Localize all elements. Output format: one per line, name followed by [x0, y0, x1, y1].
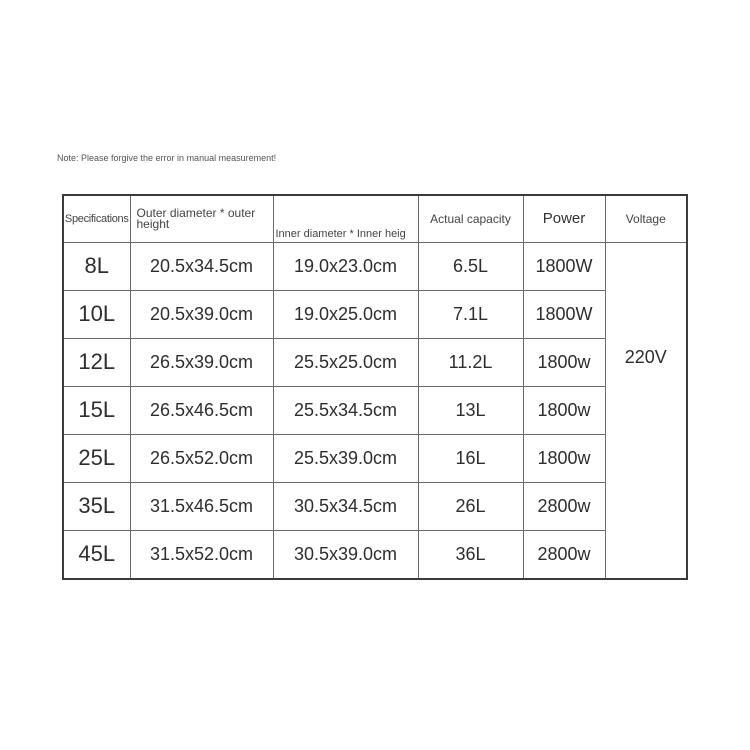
- measurement-note: Note: Please forgive the error in manual measurement!: [57, 153, 277, 163]
- table-row: [63, 434, 687, 482]
- outer-size-cell: 26.5x52.0cm: [130, 434, 273, 482]
- power-cell: 1800W: [523, 290, 605, 338]
- capacity-cell: 7.1L: [418, 290, 523, 338]
- inner-size-cell: 30.5x34.5cm: [273, 482, 418, 530]
- header-outer-size: Outer diameter * outer height: [130, 195, 273, 242]
- header-specifications: Specifications: [63, 195, 130, 242]
- power-cell: 1800w: [523, 338, 605, 386]
- spec-cell: 25L: [63, 434, 130, 482]
- spec-table: [62, 194, 688, 580]
- header-row: [63, 195, 687, 242]
- power-cell: 1800w: [523, 386, 605, 434]
- capacity-cell: 6.5L: [418, 242, 523, 290]
- outer-size-cell: 31.5x46.5cm: [130, 482, 273, 530]
- inner-size-cell: 25.5x39.0cm: [273, 434, 418, 482]
- spec-cell: 10L: [63, 290, 130, 338]
- capacity-cell: 16L: [418, 434, 523, 482]
- power-cell: 1800W: [523, 242, 605, 290]
- table-row: [63, 290, 687, 338]
- power-cell: 2800w: [523, 482, 605, 530]
- capacity-cell: 11.2L: [418, 338, 523, 386]
- spec-cell: 8L: [63, 242, 130, 290]
- inner-size-cell: 25.5x34.5cm: [273, 386, 418, 434]
- outer-size-cell: 20.5x34.5cm: [130, 242, 273, 290]
- voltage-cell: 220V: [605, 242, 687, 579]
- spec-cell: 45L: [63, 530, 130, 579]
- outer-size-cell: 31.5x52.0cm: [130, 530, 273, 579]
- header-inner-size: Inner diameter * Inner heig: [273, 195, 418, 242]
- inner-size-cell: 25.5x25.0cm: [273, 338, 418, 386]
- power-cell: 1800w: [523, 434, 605, 482]
- inner-size-cell: 19.0x23.0cm: [273, 242, 418, 290]
- table-row: [63, 338, 687, 386]
- outer-size-cell: 26.5x46.5cm: [130, 386, 273, 434]
- outer-size-cell: 20.5x39.0cm: [130, 290, 273, 338]
- header-power: Power: [523, 195, 605, 242]
- table-row: [63, 482, 687, 530]
- inner-size-cell: 19.0x25.0cm: [273, 290, 418, 338]
- capacity-cell: 26L: [418, 482, 523, 530]
- capacity-cell: 13L: [418, 386, 523, 434]
- power-cell: 2800w: [523, 530, 605, 579]
- spec-cell: 15L: [63, 386, 130, 434]
- table-row: [63, 386, 687, 434]
- inner-size-cell: 30.5x39.0cm: [273, 530, 418, 579]
- outer-size-cell: 26.5x39.0cm: [130, 338, 273, 386]
- table-row: [63, 530, 687, 579]
- header-voltage: Voltage: [605, 195, 687, 242]
- spec-cell: 12L: [63, 338, 130, 386]
- spec-cell: 35L: [63, 482, 130, 530]
- table-row: [63, 242, 687, 290]
- capacity-cell: 36L: [418, 530, 523, 579]
- header-capacity: Actual capacity: [418, 195, 523, 242]
